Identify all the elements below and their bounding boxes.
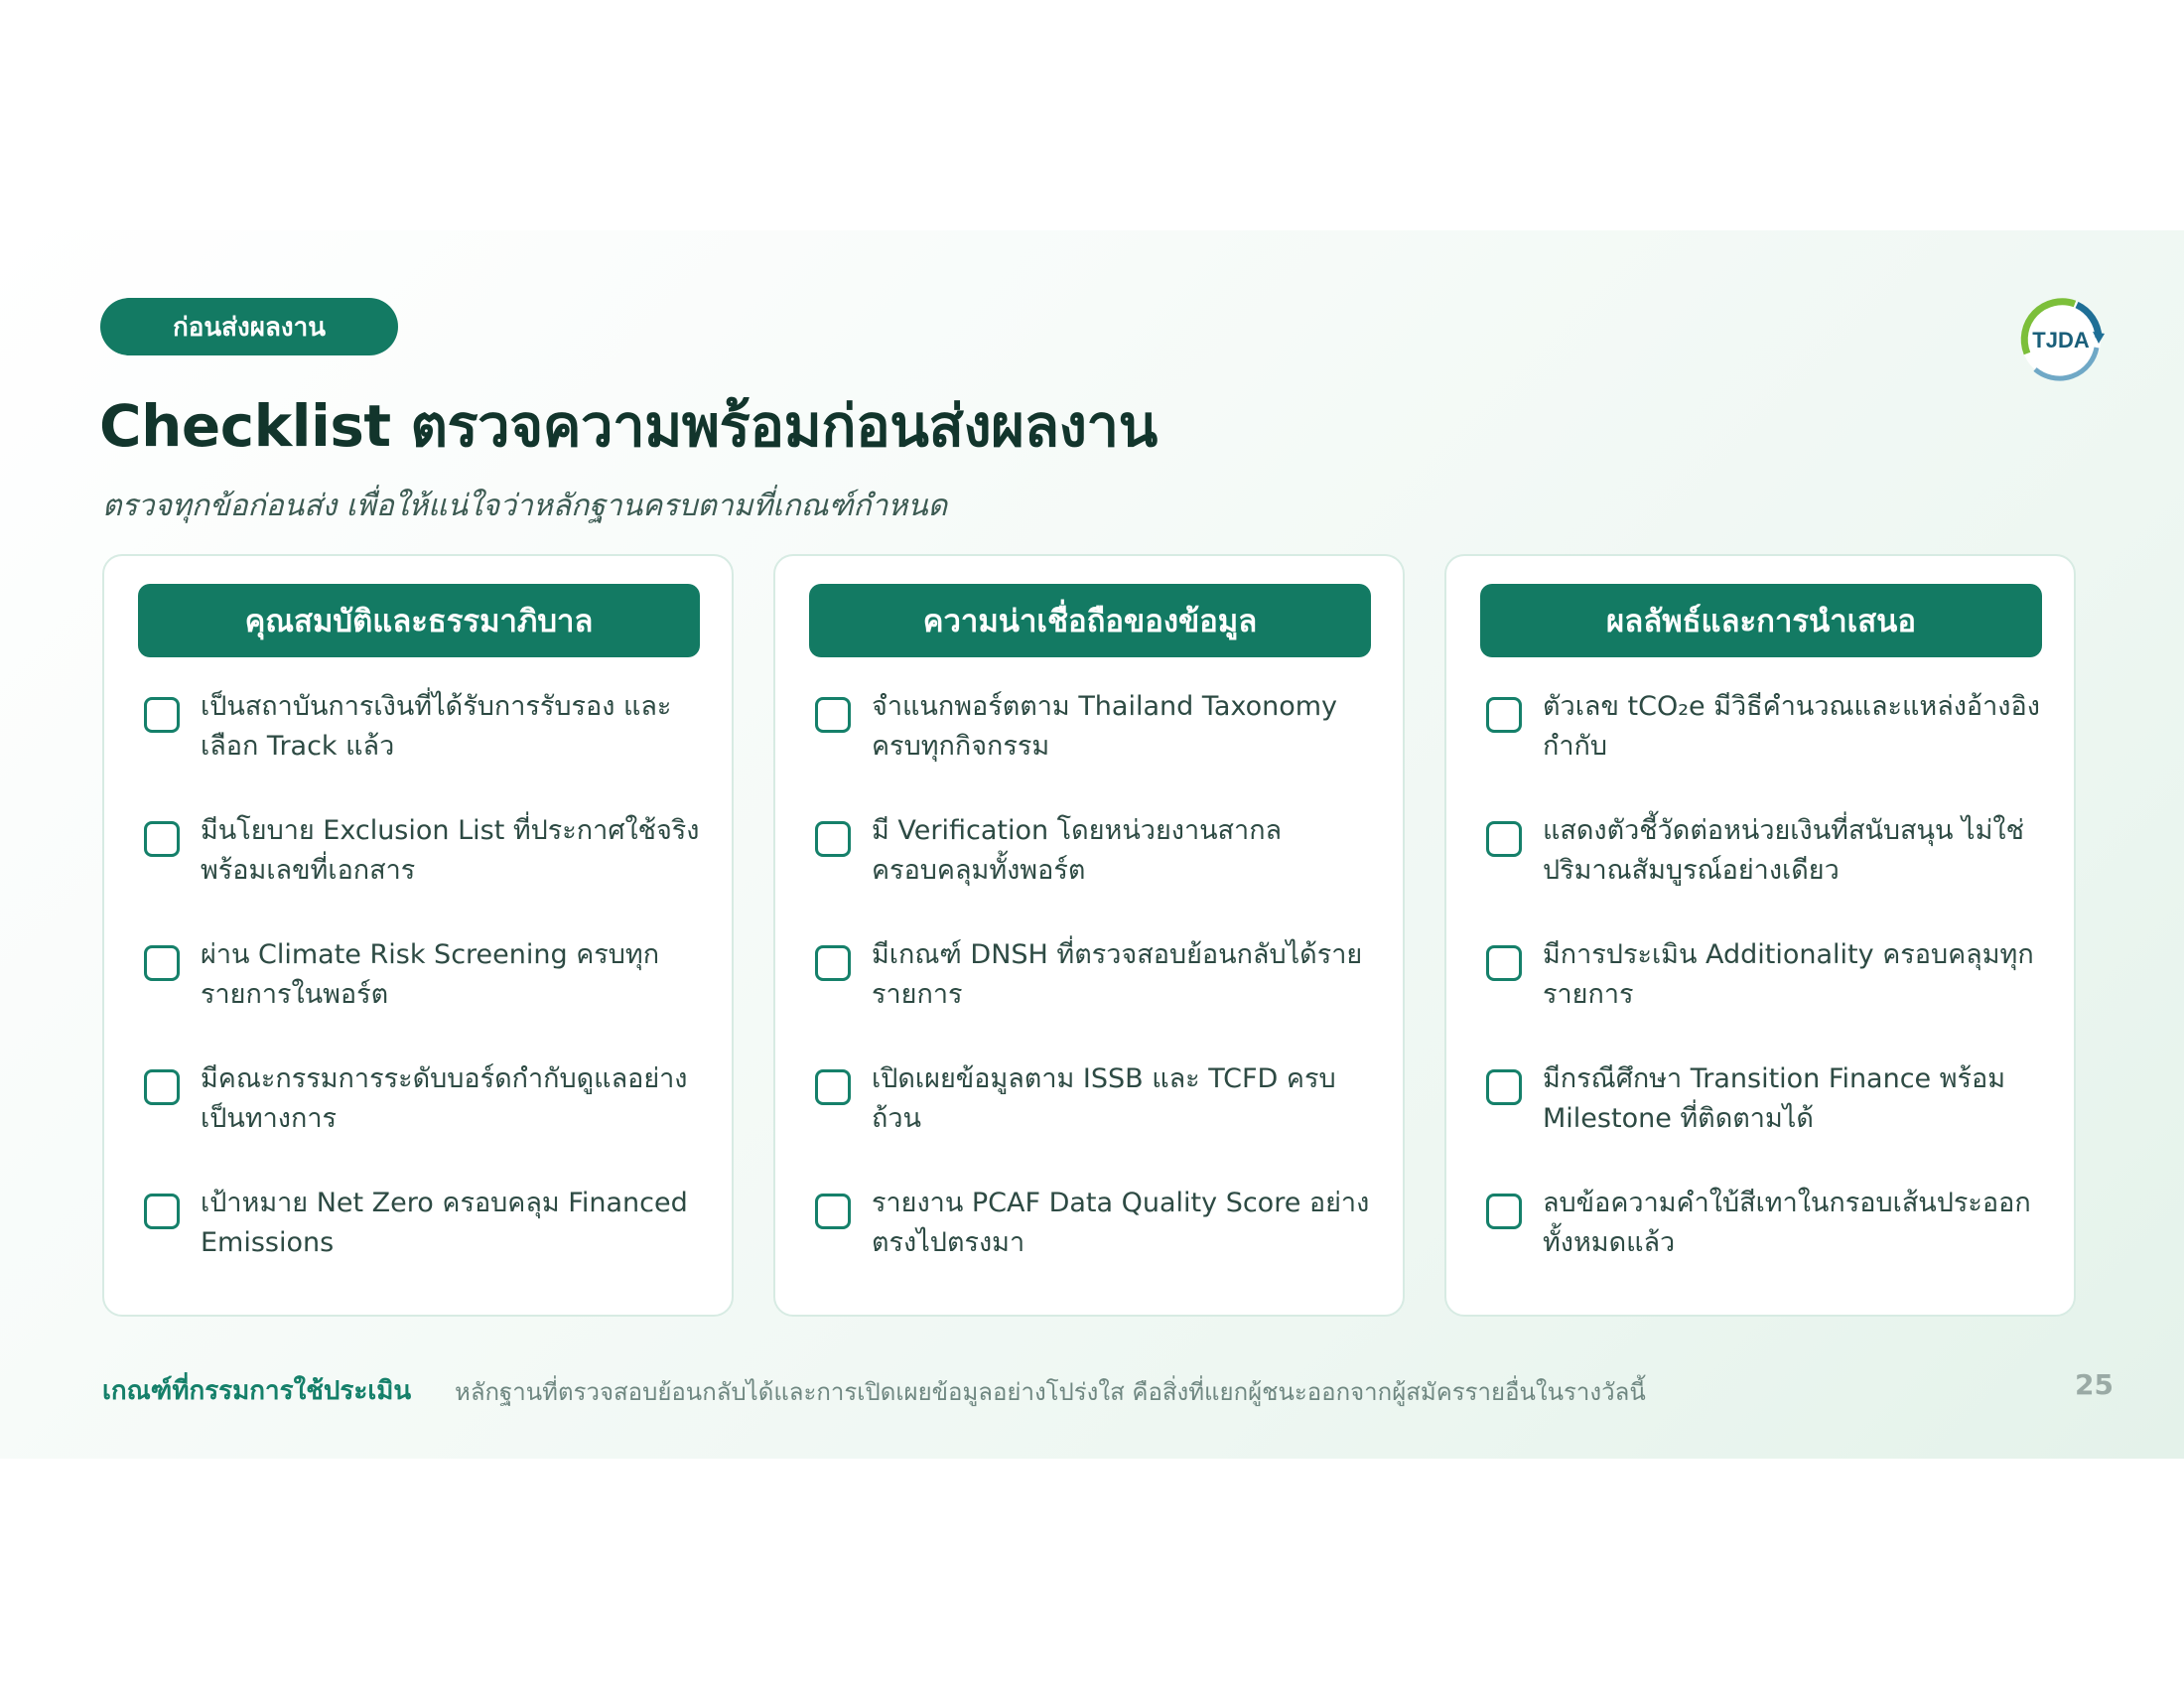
checklist-item[interactable] <box>144 1063 700 1157</box>
checklist-item-text: ผ่าน Climate Risk Screening ครบทุกรายการในพอร์ต <box>201 939 660 1010</box>
checklist-item[interactable] <box>1486 815 2042 909</box>
checklist-item[interactable] <box>815 1063 1371 1157</box>
checklist-item-text: มีกรณีศึกษา Transition Finance พร้อม Milestone ที่ติดตามได้ <box>1543 1063 2006 1134</box>
checkbox[interactable] <box>144 1194 180 1229</box>
checkbox[interactable] <box>815 945 851 981</box>
checklist-item-text: เป็นสถาบันการเงินที่ได้รับการรับรอง และเลือก Track แล้ว <box>201 691 672 762</box>
page-title: Checklist ตรวจความพร้อมก่อนส่งผลงาน <box>99 392 1158 460</box>
checklist-item[interactable] <box>815 691 1371 784</box>
checklist-item-text: มีเกณฑ์ DNSH ที่ตรวจสอบย้อนกลับได้รายรายการ <box>872 939 1363 1010</box>
checkbox[interactable] <box>815 1069 851 1105</box>
checklist-card-governance <box>102 554 734 1317</box>
checklist-item-text: รายงาน PCAF Data Quality Score อย่างตรงไปตรงมา <box>872 1188 1370 1258</box>
checklist-item-text: มีคณะกรรมการระดับบอร์ดกำกับดูแลอย่างเป็นทางการ <box>201 1063 688 1134</box>
checklist-item[interactable] <box>144 1188 700 1281</box>
checklist-item-text: มีนโยบาย Exclusion List ที่ประกาศใช้จริง พร้อมเลขที่เอกสาร <box>201 815 700 886</box>
checkbox[interactable] <box>144 821 180 857</box>
checkbox[interactable] <box>1486 1069 1522 1105</box>
page-number: 25 <box>2075 1368 2114 1401</box>
checkbox[interactable] <box>815 821 851 857</box>
checklist-item[interactable] <box>1486 939 2042 1033</box>
checklist-item[interactable] <box>1486 691 2042 784</box>
checklist-item-text: ลบข้อความคำใบ้สีเทาในกรอบเส้นประออกทั้งหมดแล้ว <box>1543 1188 2031 1258</box>
checklist-card-data-credibility <box>773 554 1405 1317</box>
checkbox[interactable] <box>144 697 180 733</box>
page-subtitle: ตรวจทุกข้อก่อนส่ง เพื่อให้แน่ใจว่าหลักฐานครบตามที่เกณฑ์กำหนด <box>102 489 948 523</box>
checkbox[interactable] <box>1486 697 1522 733</box>
checkbox[interactable] <box>144 1069 180 1105</box>
checklist-item-text: ตัวเลข tCO₂e มีวิธีคำนวณและแหล่งอ้างอิงกำกับ <box>1543 691 2040 762</box>
checklist-item-text: เป้าหมาย Net Zero ครอบคลุม Financed Emissions <box>201 1188 688 1258</box>
checklist-item[interactable] <box>815 815 1371 909</box>
checklist-item[interactable] <box>144 691 700 784</box>
slide <box>0 230 2184 1459</box>
checkbox[interactable] <box>144 945 180 981</box>
checklist-item[interactable] <box>815 939 1371 1033</box>
checklist-item-text: แสดงตัวชี้วัดต่อหน่วยเงินที่สนับสนุน ไม่ใช่ปริมาณสัมบูรณ์อย่างเดียว <box>1543 815 2024 886</box>
footer-text: หลักฐานที่ตรวจสอบย้อนกลับได้และการเปิดเผยข้อมูลอย่างโปร่งใส คือสิ่งที่แยกผู้ชนะออกจากผู้สมัครรายอื่นในรางวัลนี้ <box>455 1378 1646 1406</box>
checkbox[interactable] <box>1486 945 1522 981</box>
checklist-item-text: มี Verification โดยหน่วยงานสากลครอบคลุมทั้งพอร์ต <box>872 815 1283 886</box>
card-header: ความน่าเชื่อถือของข้อมูล <box>809 584 1371 657</box>
checklist-item[interactable] <box>1486 1188 2042 1281</box>
checklist-item-text: เปิดเผยข้อมูลตาม ISSB และ TCFD ครบถ้วน <box>872 1063 1336 1134</box>
logo-text: TJDA <box>2032 328 2090 352</box>
checkbox[interactable] <box>815 1194 851 1229</box>
footer-label: เกณฑ์ที่กรรมการใช้ประเมิน <box>102 1376 412 1406</box>
checklist-card-results <box>1444 554 2076 1317</box>
checklist-item-text: มีการประเมิน Additionality ครอบคลุมทุกรายการ <box>1543 939 2034 1010</box>
checkbox[interactable] <box>1486 1194 1522 1229</box>
checkbox[interactable] <box>1486 821 1522 857</box>
checklist-item[interactable] <box>1486 1063 2042 1157</box>
checklist-item[interactable] <box>144 815 700 909</box>
checklist-item[interactable] <box>144 939 700 1033</box>
card-header: คุณสมบัติและธรรมาภิบาล <box>138 584 700 657</box>
card-header: ผลลัพธ์และการนำเสนอ <box>1480 584 2042 657</box>
checklist-item[interactable] <box>815 1188 1371 1281</box>
checkbox[interactable] <box>815 697 851 733</box>
tjda-logo <box>2013 292 2109 387</box>
section-tag: ก่อนส่งผลงาน <box>100 298 398 355</box>
checklist-item-text: จำแนกพอร์ตตาม Thailand Taxonomy ครบทุกกิจกรรม <box>872 691 1337 762</box>
